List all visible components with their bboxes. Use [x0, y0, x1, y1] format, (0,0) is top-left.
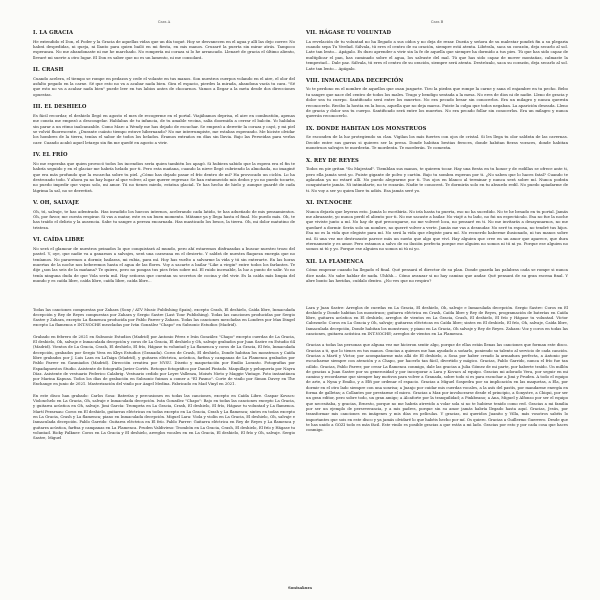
song-title: IV. EL FRÍO	[33, 152, 68, 159]
song-title: VI. CAÍDA LIBRE	[33, 237, 85, 244]
side-b-title: Cara B	[430, 20, 444, 24]
song-section	[306, 200, 568, 252]
song-lyrics: Cómo empezar cuando ha llegado el final. Qué pensará el director de su plan. Donde guarda las palabras cada se rompe si nunca dice nada. No sabe hablar de nada. Uhhhh... Cómo avanzar si no hay camino que andar. Qué pensará de su gran escena final. Y abre bonto las heridas, cuídalo dentro. ¿No ves que no respiro?	[306, 267, 568, 284]
song-section	[33, 237, 295, 283]
side-b-credits	[306, 305, 568, 433]
side-a-credits	[33, 307, 295, 441]
song-title: V. OH, SALVAJE	[33, 200, 80, 207]
credits-paragraph: Gracias a todas las personas que alguna vez me hicieron sentir algo, porque de ellas están llenas las canciones que forman este disco. Gracias a ti, que lo tienes en tus manos. Gracias a quienes me han ayudado a soñarlo, poniendo su talento al servicio de cada canción. Gracias a Martí y Víctor, por acompañarme más allá de El deshielo, a Sosa por haber creado la armadura perfecta, a Antonio por escucharme siempre con atención y a Chapo, por hacerlo tan fácil, divertido y mágico. Gracias, Pablo Garrido, nunca el frío fue tan cálido. Gracias, Pablo Parrer, por crear La flamenca conmigo, dale las gracias a Julia Gómez de mi parte, por haberte traído. Un millón de gracias a Juan Sastre por su generosidad y por incorporar a Lara y Kovacs al equipo. Gracias mi adorado Vera, por seguir en mi camino y recordarme que siempre hay motivos para volver a Granada, sobre todo si es para escuchar a Jimi y Pruden. A todo el equipo de arte, a Nyna y Emilio, y a Elfi por ordenar el espacio. Gracias a Miguel Sospedra por su implicación en las maquetas, a Ela, por dormir en el otro lado siempre con una sonrisa; a Juanjo por cuidar mis cuerdas vocales, a la asís del pastís, por mandarme energía en forma de galletas; a Collantes por prestarme el micro. Gracias a Max por involucrarse desde el principio, a Sonystre, a Chiqui, por ser un gran editor, pero sobre todo, un gran amigo; a Alcaforte por la tranquilidad; a Pinkbeano; a Ana, Miguel y Alfonso por ser el equipo que necesitaba, y gracias, Ernesto, porque no me habría atrevido a volar sola si no te hubiese tenido como red. Gracias a mi familia por ser un ejemplo de perseverancia, y a mis padres, porque sin su amor jamás habría llegado hasta aquí. Gracias, Jesús, por transformar mis canciones en imágenes y mis días en películas. Y gracias, mi queridos Juanito y Villa, más vosotros sabéis lo importantes que sois en este disco y ya jamás olvidaré lo que habéis hecho por mí. Os quiero. Gracias a Guillermo Guerrero. Desde que te has unido a GOZI todo es más fácil. Este vinilo es posible gracias a que estás a mi lado. Gracias por esto y por cada cosa que haces conmigo.	[306, 342, 568, 433]
credits-paragraph: Lara y Juan Sastre: Arreglos de cuerdas en La Gracia, El deshielo, Oh, salvaje e Inmaculada decepción. Sergio Sastre: Coros en El deshielo y Donde habitan los monstruos; guitarra eléctrica en Crash, Caída libre y Rey de Reyes, programación de baterías en Caída libre, guitarra acústica en El deshielo, arreglos de vientos en La Gracia, Crash, El deshielo, El frío y Hágase tu voluntad. Víctor Cabezuelo: Coros en La Gracia y Oh, salvaje; guitarras eléctricas en Caída libre; sintes en El deshielo, El frío, Oh, salvaje, Caída libre, Inmaculada decepción, Donde habitan los monstruos; y piano en La Gracia, Oh salvaje y Rey de Reyes. Zahara: Voz y coros en todas las canciones, guitarra acústica en INT.NOCHE; arreglos de vientos en La Flamenca.	[306, 304, 568, 337]
side-a-title: Cara A	[157, 20, 171, 24]
side-b-column	[306, 0, 568, 438]
song-title: X. REY DE REYES	[306, 157, 359, 164]
song-lyrics: Cuando acelera, el tiempo se rompe en pedazos y cede el volante en tus manos. Son nuestros cuerpos volando en el aire, el olor del asfalto pegado en la carne. Sé que esto no va a acabar nada bien. Gira el espacio, pierdes la mirada, abandona vacía tu cara. "Sé que esto no va a acabar nada bien" puede leer en tus labios antes de chocarnos. Vamos a llegar a la meta desde dos direcciones opuestas.	[33, 75, 295, 97]
credits-paragraph: Grabado en febrero de 2021 en Subsonic Estudios (Madrid) por Antonio Pérez e Iván González "Chapo" excepto cuerdas de La Gracia, El deshielo, Oh, salvaje e Inmaculada decepción y coros de La Gracia, El deshielo y Oh, salvaje grabados por Juan Sastre en Estudio 64 (Madrid). Vientos de La Gracia, Crash, El deshielo, El frío, Hágase tu voluntad y La flamenca y coros de La Gracia, El frío, Inmaculada decepción, grabados por Sergio Vera en Kbys Estudios (Granada). Coros de Crash, El deshielo, Donde habitan los monstruos y Caída libre grabados por J. Luis Lara en LaTaiga (Madrid), y guitarra eléctrica, acústica, farfisa y campanas de La Flamenca grabados por Pablo Parrer en Gasmiados (Madrid). Dirección creativa por NYSU. Diseño y maquetación por Emilio Loranto. Fotografías por Espadapuestos Studio. Asistente de fotografía Javier Cortés. Retoque fotográfico por Daniel Pintado. Maquillaje y peluquería por Nayra Díaz. Asistente de vestuario Federico Calabrig. Vestuario cedido por Leyre Vallenza, Moisés Nieto y Maggie Vintage. Foto instantánea por Marina Kapusa. Todos los días de grabación en Subsonic fuimos a comer a "El Pasmo". Corte de vinilo por Simon Davey en The Exchange en junio de 2021. Masterización del vinilo por Angel Medina. Fabricado en Mad Vinyl en 2021.	[33, 333, 295, 387]
song-lyrics: Se esconden de la luz protegiendo su clan. Vigilan los más fuertes con ojos de cristal. Si les llega tu olor saldrán de las cavernas. Decide entre sus garras si quieres ser la presa. Donde habitan bestias feroces, donde habitan fieras voraces, donde habitan monstruos salvajes te morderán. Te morderán. Te morderán. Te comerán.	[306, 134, 568, 151]
song-title: XI. INT.NOCHE	[306, 200, 352, 207]
song-lyrics: No será el glamour de nuestros peinados lo que conquistará al mundo, pero ahí estaremos disfrazadas a buscar nuestro trozo del pastel. Y, oye, que nadie va a ganarnos a salvajes, será una caravana en el desierto. Y saldrá de nuestra flaqueza energía que no teníamos. No pararemos a dormir, bailaras, mi rubia, para mí. Hoy has vuelto a salvarme la vida y tú sin enterarte. En las horas muertas de la noche nos beberemos hasta el agua de las flores. Voy a sacarte a bailar "Like a virgin" entre todos los farlantes. Te dije ¿son las seis de la mañana? Te quiero, pero no pongas tus pies fríos sobre mí. El ruido incesable, la luz a punto de salir. Yo no tenía ninguna duda de que Vola sería mil. Hay señoras que cuentan su secretos de cocina y del vivir. Es la caída más limpia del mundo y es caída libre, caída libre, caída libre, caída libre...	[33, 245, 295, 284]
song-title: XII. LA FLAMENCA	[306, 258, 364, 265]
song-section	[33, 200, 295, 230]
song-lyrics: He extendido el Don, el Poder y la Gracia de aquellas vidas que un día toqué. Hoy se desvanecen en el agua y allí las dejo correr. No habrá despedidas, ni queja, ni llanto para quien bailó en mi fiesta, en mis manos. Cruzaré la puerta sin mirar atrás. Tampoco esperanza. No me abandonaste ni me he marchado. No rompería mi coraza si lo he arrancado. Llenaré de gracia el último aliento, llevaré mi suerte a otro lugar. El Don es saber que no es un lamento, ni me consolará.	[33, 38, 295, 60]
song-title: III. EL DESHIELO	[33, 104, 87, 111]
song-title: VIII. INMACULADA DECEPCIÓN	[306, 77, 404, 84]
song-lyrics: Yo te perdono en el nombre de aquellos que osan juzgarte. Tiro la piedra que rompe la carne y sana el enjambre en tu pecho. Bebo tu sangre que nace del centro de todos los males. Trago y bendigo sentada a la mesa. No eres de dios ni de nadie. Lleno de gracia y dolor sea tu cuerpo. Santificado será entre los muertos. No era pecado besar sin conocerlos. Era un milagro y nunca querrán reconocerlo. Recibo la hostia en la boca, aquella que no deja marca. Fuiste la culpa que todos negaban. La aparición deseada. Lleno de gracia y dolor sea tu cuerpo. Santificado será entre los muertos. No era pecado follar sin conocerlos. Era un milagro y nunca querrán reconocerlo.	[306, 86, 568, 119]
song-lyrics: Oh, tú, salvaje, te has adentrado. Has invadido los huecos internos, acelerando cada latido, te has adueñado de mis pensamientos. Oh, por favor, me cuesta respirar. Si vas a matar, este es un buen momento. Mátame ya y llega hasta el final. No puedo más. Oh, te has traído el delirio y la ausencia. Sabe tu sangre a pereza encarnada. Has masticado los besos, la tierra. Oh, mi dolor matutino de tristeza.	[33, 208, 295, 230]
song-lyrics: La revelación de tu voluntad no ha llegado a sus oídos y no deja de rezar. Dueña y señora de su malestar pondrá fin a su plegaria cuando sepa Tu Verdad. Sálvala, tú eres el centro de su oración, siempre está atenta. Libérala, saca su corazón, deja secarlo al sol. Late tan lento... Apágalo. Es duro aprender a vivir sin la fe de aquella que siempre ha dormido a tus pies. Tú que has sido capaz de multiplicar el pan, has caminado sobre el agua, los salvaste del mal. Tú que has sido capaz de mover montañas, calmaste la tempestad... Dale paz. Sálvala, tú eres el centro de su oración, siempre será atenta. Destrózalo, saca su corazón, deja secarlo al sol. Late tan lento... Apágalo.	[306, 38, 568, 71]
song-section	[33, 30, 295, 60]
song-lyrics: Nunca dejaría que leyeras esto. Jamás lo escribiría. No iría hasta tu puerta, eso no ha sucedido. No te he besado en tu portal. Jamás me abrazaste, yo nunca perdí el aliento por ti. No me sacaste a bailar. No viajé a tu lado, no fui un espectáculo. Esa no fue la noche que viviste junto a mí. No hay de qué preocuparse, no me volveré loca, no pensaré en ti. No me invitarás a desayunarnos, no me quedaré a dormir. Serás solo un nombre, no querré volver a verte. Jamás me vas a desnudar. No seré tu esposa, no tendré tus hijos. Esa no es la vida que elegiste para mí. No será la vida que elegiste para mí. No recuerdo haberme ilusionado, ni tus manos sobre mí. Si una vez me destrozaste parece más un sueño que algo que viví. Hay alguien que cree en un amor que aparece, que dura eternamente y es amor. Pero estamos a salvo de su ilusión perfecta porque ese alguien no somos ni tú ni yo. Porque ese alguien no somos ni tú y yo. Porque ese alguien no somos ni tú ni yo.	[306, 208, 568, 252]
song-section	[33, 104, 295, 145]
song-lyrics: Todos en pie gritan "Su Majestad". Tiemblan sus manos, te quieren tocar. Hay una fiesta en tu honor y de rodillas se ofrece ante ti, pero ella jamás será yo. Fuiste gigante de polvo y cartón. Bajo tu sombra esperan por ti. ¿No saben que lo haces fatal? Cuando te aplaudan ya no estaré allí. No puedo alegrarme por ti. Tus ojos en blanco al terminar y nunca será sobre mí. Nunca podrán conquistarte jamás. Ni intimidarte, no te rozarán. Nadie te conocerá. Te dormirás solo en tu absurdo redil. No puedo apiadarme de ti. No voy a ser yo quien llore tu adiós. Esa jamás seré yo.	[306, 166, 568, 193]
credits-paragraph: Todas las canciones compuestas por Zahara (Sony / ATV Music Publishing Spain), excepto Crash, El deshielo, Caída libre, Inmaculada decepción y Rey de Reyes compuestas por Zahara y Sergio Sastre (Last Tour Publishing). Todas las canciones producidas por Sergio Sastre y Zahara, excepto La flamenca producida por Pablo Parrer y Zahara. Todas las canciones mezcladas en Londres por Max Dingel excepto La flamenca e INT.NOCHE mezcladas por Iván González "Chapo" en Subsonic Estudios (Madrid).	[33, 306, 295, 328]
credits-paragraph: En este disco han grabado: Carlos Sosa: Baterías y percusiones en todas las canciones, excepto en Caída Libre. Gaspar Kovacs: Violonchelo en La Gracia, Oh, salvaje e Inmaculada decepción. Iván González "Chapo": Bajo en todas las canciones excepto La Gracia, y guitarra acústica en Oh, salvaje. Jimi García: Trompeta en La Gracia, Crash, El deshielo, El frío, Hágase tu voluntad y La flamenca. Martí Perarnau: Coros en El deshielo, guitarras eléctricas en todas excepto en La Gracia, Crash y La flamenca; sintes en todas excepto en La Gracia, Crash y La flamenca; piano en Inmaculada decepción. Miguel Lara: Viola y violín en La Gracia, El deshielo, Oh, salvaje e Inmaculada decepción. Pablo Garrido: Guitarra eléctrica en El frío. Pablo Parrer: Guitarra eléctrica en Rey de Reyes y La flamenca y guitarra acústica, farfisa y campanas en La Flamenca. Pruden Valdivieso: Trombón en La Gracia, Crash, El deshielo, El frío y Hágase tu voluntad. Ricky Falkner: Coros en La Gracia y El deshielo, arreglos vocales en en La Gracia, El deshielo, El frío y Oh, salvaje. Sergio Sastre, Miguel	[33, 392, 295, 441]
song-title: I. LA GRACIA	[33, 30, 74, 36]
song-section	[306, 78, 568, 119]
song-section	[306, 30, 568, 71]
side-b-songs	[306, 30, 568, 284]
side-a-column	[33, 0, 295, 446]
side-a-songs	[33, 30, 295, 284]
song-lyrics: No me esperaba que quien provocó todos los incendios sería quien también los apagó. Si hubiera sabido que la espera era el fin te habría seguido y en el glaciar me habría helado por ti. Pero esta mañana, cuando la nieve llegó cubriendo la almohada, no imaginé que era más profundo que la escarcha sobre tu piel. ¿Cómo has dejado pasar el frío dentro de mí? Ha provocado un ciclón. Lo ha destrozado todo. Y ahora ya no hay lugar al que volver, al que querer regresar. Se han entumecido mis dedos y yo no puedo tocarte, no puedo impedir que vayas solo, mi amor. Tú no tienes miedo, estatua glacial. Te has hecho de hielo y, aunque guardé de cada lágrima la sal, no se derretirá.	[33, 160, 295, 193]
song-section	[33, 152, 295, 193]
song-title: IX. DONDE HABITAN LOS MONSTRUOS	[306, 125, 427, 132]
song-lyrics: Es fácil recordar, el deshielo llegó en agosto el mes de recogerme en el portal. Viajábamos deprisa, el aire en combustión, apenas me consta me empezó a descongelar. Hablabas de tu infancia, de tu amable vecina, salía doormida a cerrar el balcón. Yo hablaba sin parar a un ritmo inalcanzable. Como Marc a Wendy me has dejado de escuchar. Se empezó a derretir la coraza y cayó, y mi piel se volvió fluorescente. ¿Durante cuánto tiempo estuve hibernando? No me interrumpiste, me estabas esperando. Me hiciste olvidar los hombres de la tierra, tenías el sabor de todos los helados. Éramos extraños en días sin lluvia. Bajo las Perseidas para verlas caer. Cuando acabó aquel letargo sin fin me quedé en agosto a vivir.	[33, 112, 295, 145]
song-section	[306, 126, 568, 151]
song-title: II. CRASH	[33, 67, 64, 74]
song-section	[306, 158, 568, 194]
song-section	[33, 67, 295, 97]
footer-label: Sonisakura	[288, 585, 312, 590]
song-title: VII. HÁGASE TU VOLUNTAD	[306, 30, 392, 36]
song-section	[306, 259, 568, 284]
